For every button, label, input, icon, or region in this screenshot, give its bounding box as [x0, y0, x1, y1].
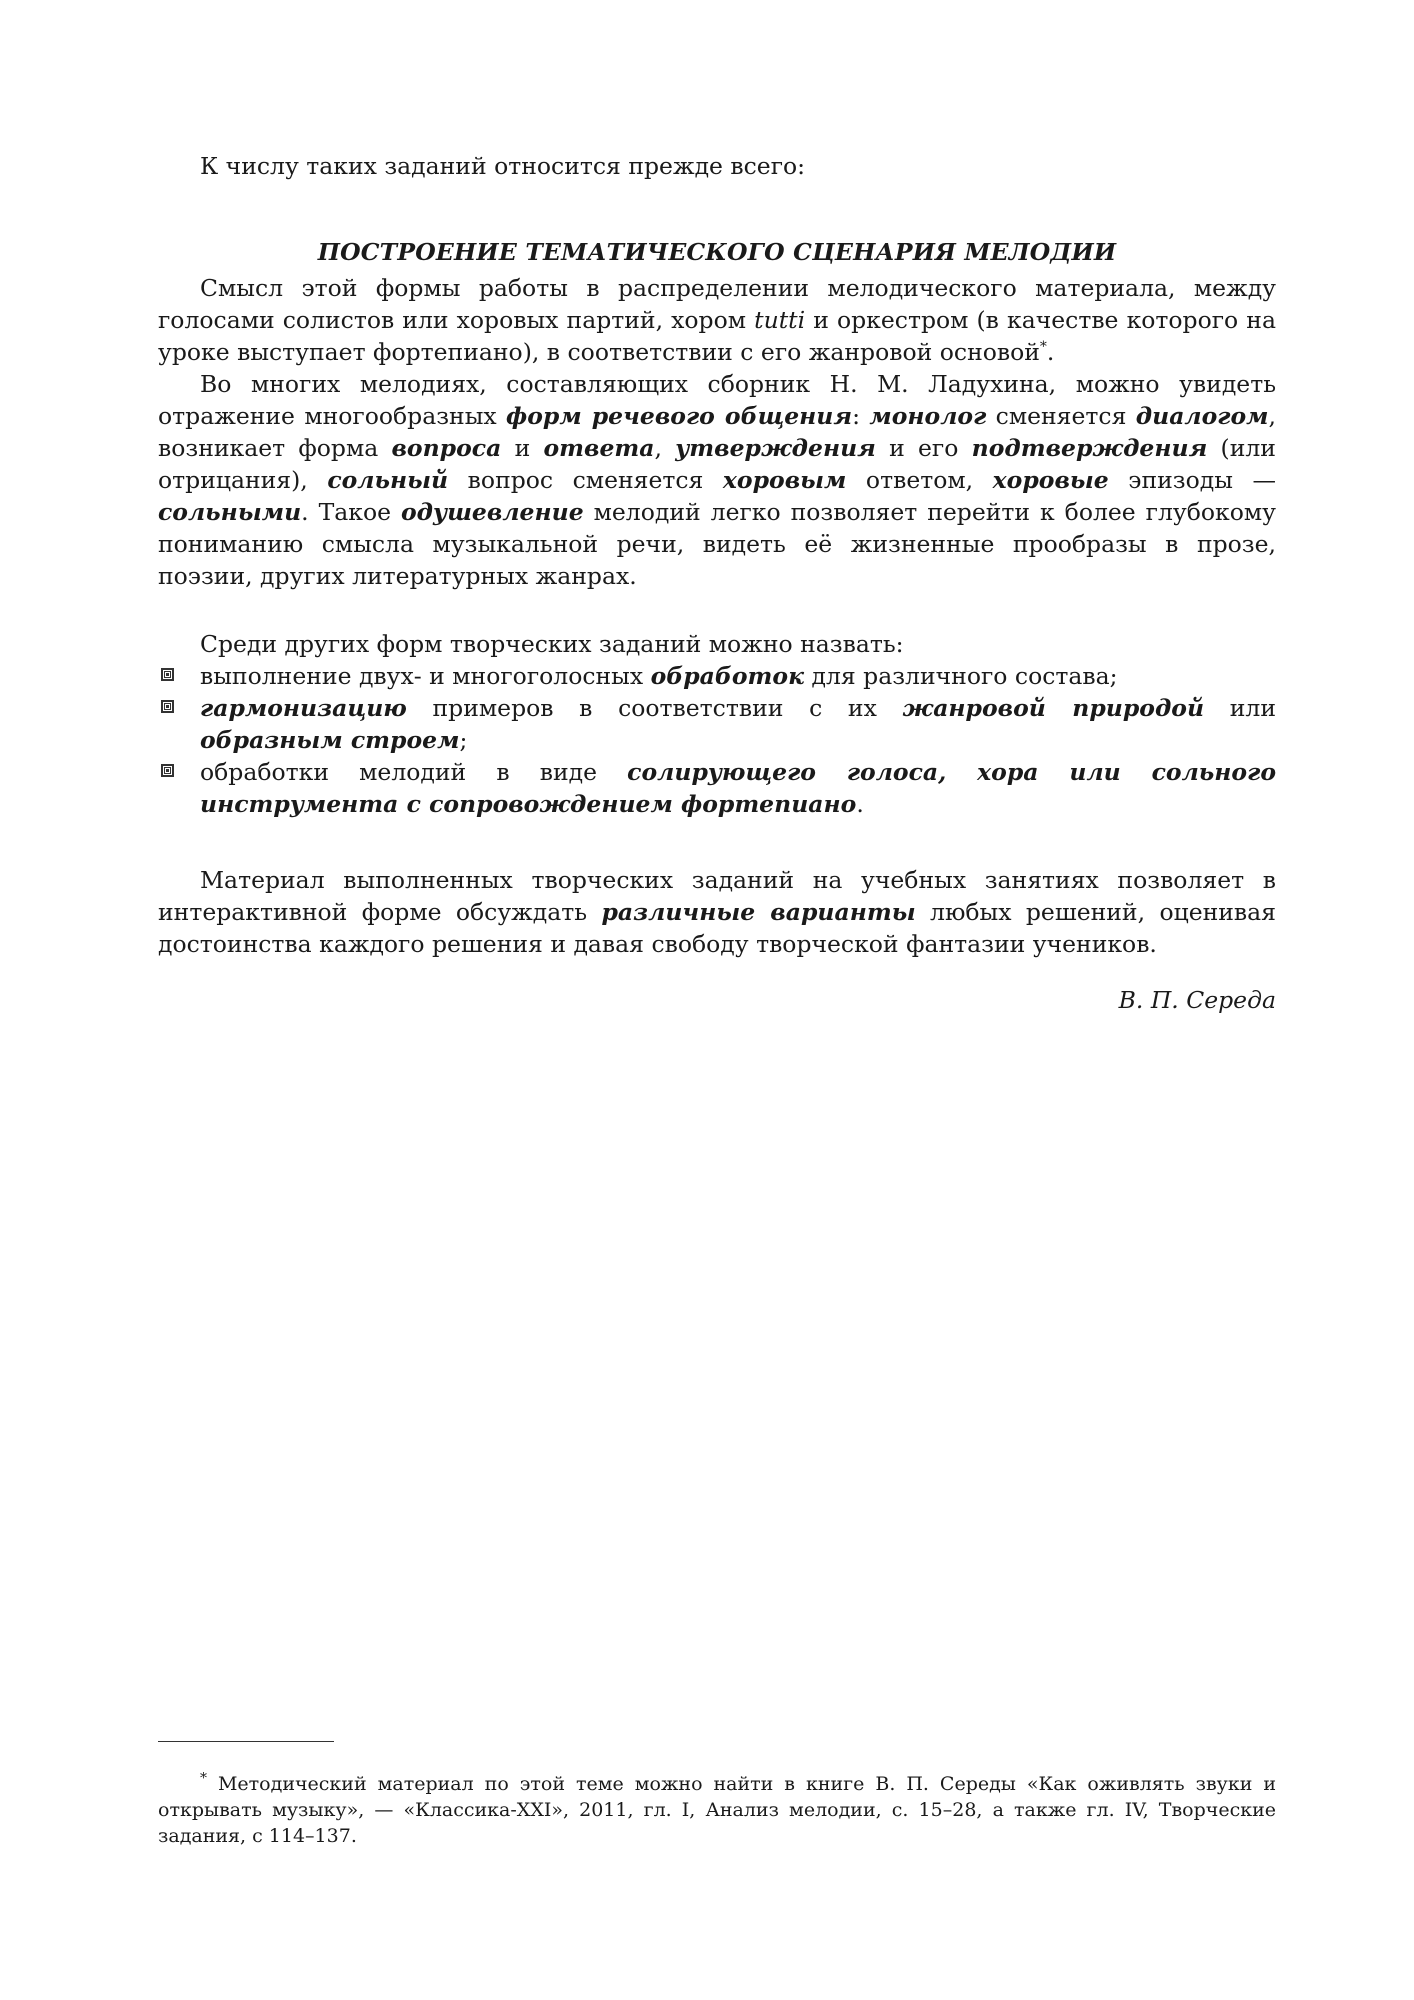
paragraph-materials: Материал выполненных творческих заданий на учебных занятиях позволяет в интерактивной форме обсуждать различные варианты любых решений, оценивая достоинства каждого решения и давая свободу творческой фантазии учеников. [158, 866, 1277, 958]
list-item: обработки мелодий в виде солирующего голоса, хора или сольного инструмента с сопровождением фортепиано. [158, 756, 1276, 820]
author-signature: В. П. Середа [1118, 986, 1276, 1014]
paragraph-speech-forms: Во многих мелодиях, составляющих сборник Н. М. Ладухина, можно увидеть отражение многообразных форм речевого общения: монолог сменяется диалогом, возникает форма вопроса и ответа, утверждения и его подтверждения (или отрицания), сольный вопрос сменяется хоровым ответом, хоровые эпизоды — сольными. Такое одушевление мелодий легко позволяет перейти к более глубокому пониманию смысла музыкальной речи, видеть её жизненные прообразы в прозе, поэзии, других литературных жанрах. [158, 370, 1277, 590]
page-body [158, 150, 1276, 1014]
list-item: гармонизацию примеров в соответствии с их жанровой природой или образным строем; [158, 692, 1276, 756]
footnote-marker: * [1039, 339, 1047, 356]
list-intro: Среди других форм творческих заданий можно назвать: [200, 630, 904, 658]
list-item: выполнение двух- и многоголосных обработок для различного состава; [158, 660, 1276, 692]
square-bullet-icon [161, 764, 174, 777]
footnote: * Методический материал по этой теме можно найти в книге В. П. Середы «Как оживлять звуки и открывать музыку», — «Классика-XXI», 2011, гл. I, Анализ мелодии, с. 15–28, а также гл. IV, Творческие задания, с 114–137. [158, 1770, 1276, 1847]
square-bullet-icon [161, 668, 174, 681]
footnote-divider [158, 1741, 334, 1742]
intro-text: К числу таких заданий относится прежде всего: [200, 152, 806, 180]
section-heading: ПОСТРОЕНИЕ ТЕМАТИЧЕСКОГО СЦЕНАРИЯ МЕЛОДИИ [317, 238, 1117, 266]
paragraph-scenario: Смысл этой формы работы в распределении мелодического материала, между голосами солистов или хоровых партий, хором tutti и оркестром (в качестве которого на уроке выступает фортепиано), в соответствии с его жанровой основой*. [158, 274, 1276, 366]
creative-tasks-list [158, 660, 1276, 820]
term-tutti: tutti [754, 306, 806, 334]
square-bullet-icon [161, 700, 174, 713]
footnote-marker: * [200, 1770, 207, 1787]
